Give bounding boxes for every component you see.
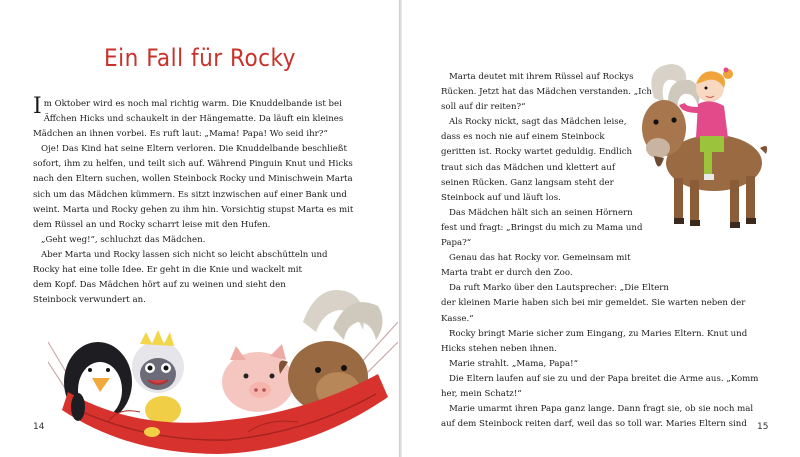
right-page bbox=[402, 0, 800, 457]
paragraph: Marie umarmt ihren Papa ganz lange. Dann fragt sie, ob sie noch mal auf dem Steinbock reiten darf, weil das so toll war. Maries Eltern sind bbox=[441, 404, 754, 430]
paragraph: Im Oktober wird es noch mal richtig warm. Die Knuddelbande ist bei Äffchen Hicks und schaukelt in der Hängematte. Da läuft ein kleines Mädchen an ihnen vorbei. Es ruft laut: „Mama! Papa! Wo seid ihr?“ bbox=[33, 94, 344, 140]
hammock-illustration bbox=[48, 282, 398, 457]
paragraph: Da ruft Marko über den Lautsprecher: „Die Eltern der kleinen Marie haben sich bei mir gemeldet. Sie warten neben der Kasse.“ bbox=[441, 283, 746, 324]
paragraph: Das Mädchen hält sich an seinen Hörnern fest und fragt: „Bringst du mich zu Mama und Papa?“ bbox=[441, 207, 643, 249]
monkey-figure bbox=[132, 330, 184, 424]
paragraph: Die Eltern laufen auf sie zu und der Papa breitet die Arme aus. „Komm her, mein Schatz!“ bbox=[441, 373, 759, 399]
paragraph: Marie strahlt. „Mama, Papa!“ bbox=[449, 358, 578, 369]
left-body-text bbox=[33, 94, 373, 308]
paragraph: Rocky bringt Marie sicher zum Eingang, zu Maries Eltern. Knut und Hicks stehen neben ihnen. bbox=[441, 328, 748, 354]
girl-on-goat-illustration bbox=[624, 58, 774, 233]
drop-cap: I bbox=[33, 94, 42, 119]
paragraph: Genau das hat Rocky vor. Gemeinsam mit Marta trabt er durch den Zoo. bbox=[441, 253, 631, 279]
paragraph: Als Rocky nickt, sagt das Mädchen leise, dass es noch nie auf einem Steinbock geritten ist. Rocky wartet geduldig. Endlich traut sich das Mädchen und klettert auf seinen Rücken. Ganz langsam steht der Steinbock auf und läuft los. bbox=[441, 117, 633, 203]
paragraph: „Geht weg!“, schluchzt das Mädchen. bbox=[41, 234, 206, 245]
paragraph: Oje! Das Kind hat seine Eltern verloren. Die Knuddelbande beschließt sofort, ihm zu helfen, und teilt sich auf. Während Pinguin Knut und Hicks nach den Eltern suchen, wollen Steinbock Rocky und Minischwein Marta sich um das Mädchen kümmern. Es sitzt inzwischen auf einer Bank und weint. Marta und Rocky gehen zu ihm hin. Vorsichtig stupst Marta es mit dem Rüssel an und Rocky scharrt leise mit den Hufen. bbox=[33, 144, 354, 230]
paragraph: Aber Marta und Rocky lassen sich nicht so leicht abschütteln und Rocky hat eine tolle Idee. Er geht in die Knie und wackelt mit dem Kopf. Das Mädchen hört auf zu weinen und sieht den Steinbock verwundert an. bbox=[33, 249, 328, 306]
pig-figure bbox=[222, 344, 294, 412]
chapter-title: Ein Fall für Rocky bbox=[104, 44, 296, 72]
paragraph: Marta deutet mit ihrem Rüssel auf Rockys Rücken. Jetzt hat das Mädchen verstanden. „Ich soll auf dir reiten?“ bbox=[441, 72, 652, 113]
page-number: 14 bbox=[33, 422, 45, 432]
page-number: 15 bbox=[757, 422, 769, 432]
